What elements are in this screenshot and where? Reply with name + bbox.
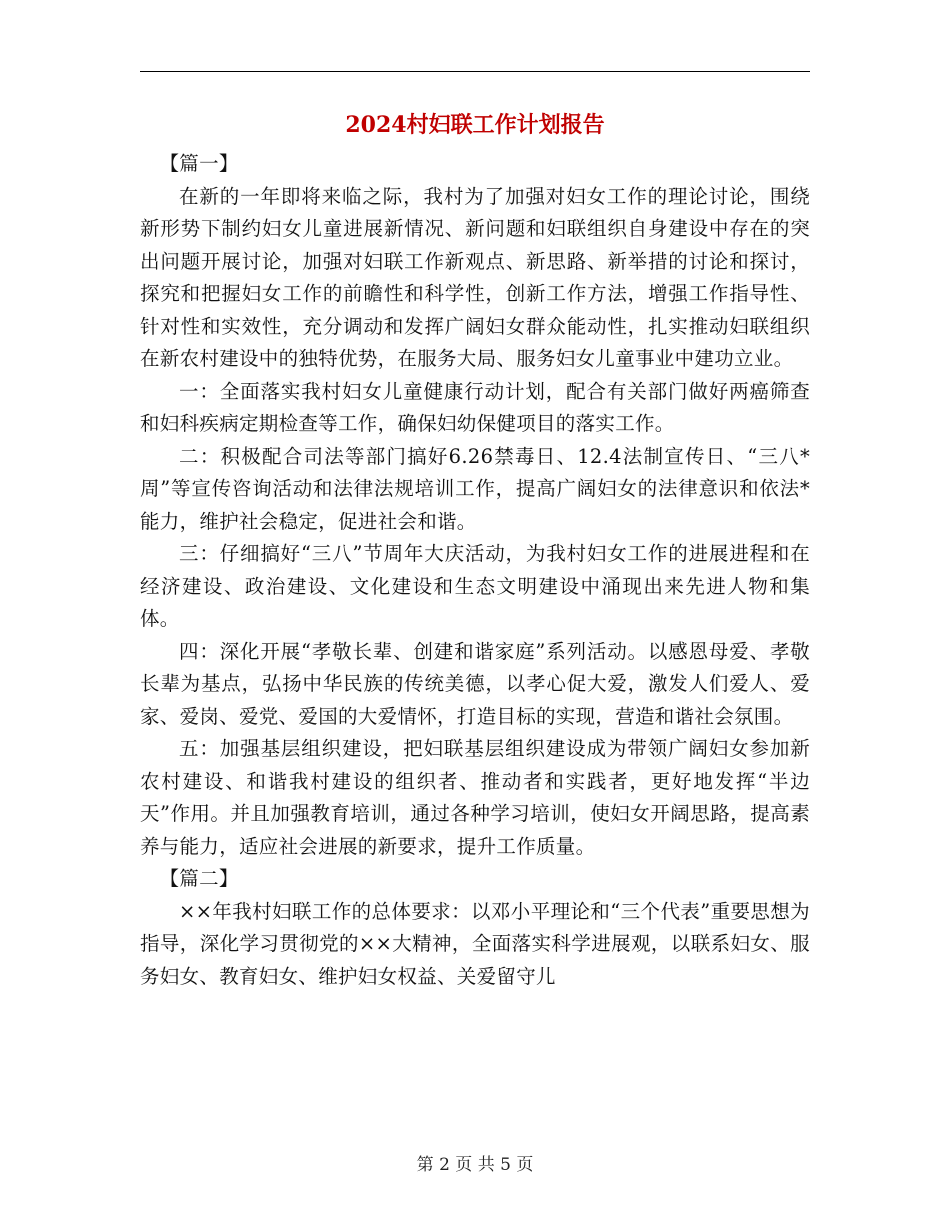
- header-rule: [140, 71, 810, 72]
- page-number-footer: 第 2 页 共 5 页: [416, 1155, 534, 1175]
- paragraph-intro: 在新的一年即将来临之际，我村为了加强对妇女工作的理论讨论，围绕新形势下制约妇女儿童进展新情况、新问题和妇联组织自身建设中存在的突出问题开展讨论，加强对妇联工作新观点、新思路、新举措的讨论和探讨，探究和把握妇女工作的前瞻性和科学性，创新工作方法，增强工作指导性、针对性和实效性，充分调动和发挥广阔妇女群众能动性，扎实推动妇联组织在新农村建设中的独特优势，在服务大局、服务妇女儿童事业中建功立业。: [140, 184, 810, 370]
- section-heading-2: 【篇二】: [159, 867, 239, 890]
- paragraph-item-5: 五：加强基层组织建设，把妇联基层组织建设成为带领广阔妇女参加新农村建设、和谐我村建设的组织者、推动者和实践者，更好地发挥“半边天”作用。并且加强教育培训，通过各种学习培训，使妇女开阔思路，提高素养与能力，适应社会进展的新要求，提升工作质量。: [140, 737, 810, 858]
- paragraph-item-3: 三：仔细搞好“三八”节周年大庆活动，为我村妇女工作的进展进程和在经济建设、政治建设、文化建设和生态文明建设中涌现出来先进人物和集体。: [140, 542, 810, 630]
- section-heading-1: 【篇一】: [159, 152, 239, 175]
- paragraph-item-1: 一：全面落实我村妇女儿童健康行动计划，配合有关部门做好两癌筛查和妇科疾病定期检查等工作，确保妇幼保健项目的落实工作。: [140, 379, 810, 435]
- paragraph-item-4: 四：深化开展“孝敬长辈、创建和谐家庭”系列活动。以感恩母爱、孝敬长辈为基点，弘扬中华民族的传统美德，以孝心促大爱，激发人们爱人、爱家、爱岗、爱党、爱国的大爱情怀，打造目标的实现，营造和谐社会氛围。: [140, 639, 810, 728]
- paragraph-item-2: 二：积极配合司法等部门搞好6.26禁毒日、12.4法制宣传日、“三八*周”等宣传咨询活动和法律法规培训工作，提高广阔妇女的法律意识和依法*能力，维护社会稳定，促进社会和谐。: [140, 444, 810, 533]
- document-title: 2024村妇联工作计划报告: [345, 112, 605, 138]
- document-body: [140, 148, 810, 993]
- paragraph-section-2-intro: ××年我村妇联工作的总体要求：以邓小平理论和“三个代表”重要思想为指导，深化学习贯彻党的××大精神，全面落实科学进展观，以联系妇女、服务妇女、教育妇女、维护妇女权益、关爱留守儿: [140, 899, 810, 988]
